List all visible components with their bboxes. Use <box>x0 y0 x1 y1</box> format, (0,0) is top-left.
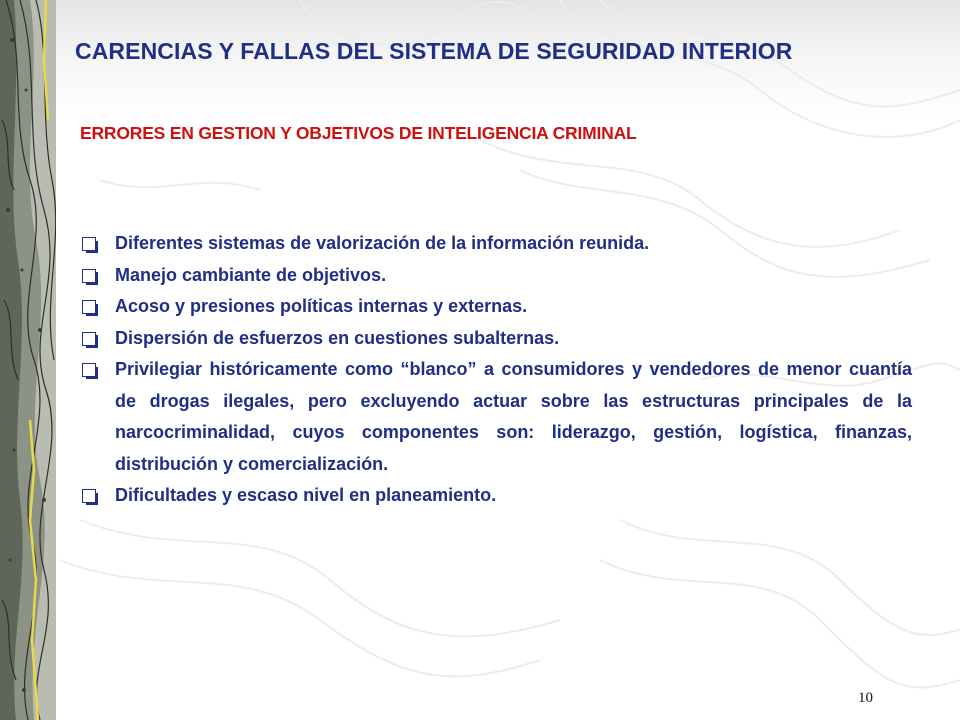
bullet-text: Dificultades y escaso nivel en planeamiento. <box>115 485 497 505</box>
list-item <box>80 480 912 512</box>
list-item <box>80 323 912 355</box>
hollow-square-bullet-icon <box>82 332 96 346</box>
list-item <box>80 228 912 260</box>
bullet-text: Acoso y presiones políticas internas y externas. <box>115 296 528 316</box>
list-item <box>80 354 912 480</box>
hollow-square-bullet-icon <box>82 300 96 314</box>
topographic-map-strip <box>0 0 56 720</box>
slide-title: CARENCIAS Y FALLAS DEL SISTEMA DE SEGURIDAD INTERIOR <box>75 38 793 64</box>
list-item <box>80 291 912 323</box>
hollow-square-bullet-icon <box>82 489 96 503</box>
page-number: 10 <box>858 690 873 706</box>
bullet-list <box>80 228 912 512</box>
section-subtitle: ERRORES EN GESTION Y OBJETIVOS DE INTELIGENCIA CRIMINAL <box>80 123 637 143</box>
bullet-text: Privilegiar históricamente como “blanco” a consumidores y vendedores de menor cuantía de drogas ilegales, pero excluyendo actuar sobre las estructuras principales de la narcocriminalidad, cuyos componentes son: liderazgo, gestión, logística, finanzas, distribución y comercialización. <box>115 359 912 474</box>
bullet-text: Manejo cambiante de objetivos. <box>115 264 387 285</box>
hollow-square-bullet-icon <box>82 363 96 377</box>
bullet-text: Dispersión de esfuerzos en cuestiones subalternas. <box>115 327 560 348</box>
hollow-square-bullet-icon <box>82 269 96 283</box>
bullet-text: Diferentes sistemas de valorización de la información reunida. <box>115 233 650 253</box>
list-item <box>80 260 912 292</box>
hollow-square-bullet-icon <box>82 237 96 251</box>
